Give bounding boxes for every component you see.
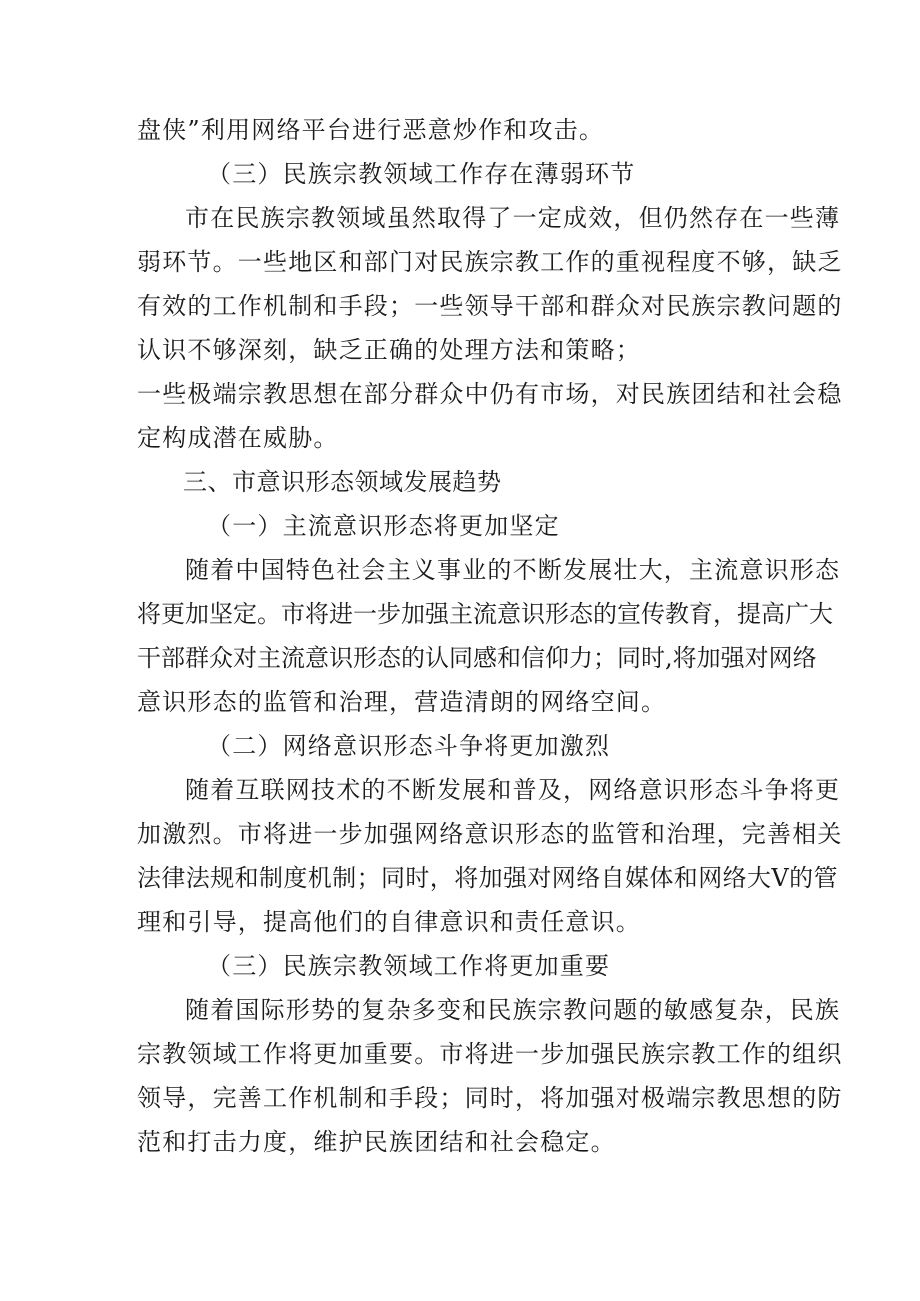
paragraph-line: 理和引导，提高他们的自律意识和责任意识。 <box>137 908 641 936</box>
paragraph-line: 一些极端宗教思想在部分群众中仍有市场，对民族团结和社会稳 <box>137 380 843 408</box>
paragraph-line: 法律法规和制度机制；同时，将加强对网络自媒体和网络大V的管 <box>137 864 838 892</box>
paragraph-line: 随着互联网技术的不断发展和普及，网络意识形态斗争将更 <box>185 776 841 804</box>
paragraph-line: 认识不够深刻，缺乏正确的处理方法和策略； <box>137 336 641 364</box>
subsection-heading: （三）民族宗教领域工作将更加重要 <box>207 952 611 980</box>
subsection-heading: （三）民族宗教领域工作存在薄弱环节 <box>207 160 636 188</box>
paragraph-line: 市在民族宗教领域虽然取得了一定成效，但仍然存在一些薄 <box>185 204 841 232</box>
paragraph-line: 加激烈。市将进一步加强网络意识形态的监管和治理，完善相关 <box>137 820 843 848</box>
subsection-heading: （一）主流意识形态将更加坚定 <box>207 512 560 540</box>
paragraph-line: 弱环节。一些地区和部门对民族宗教工作的重视程度不够，缺乏 <box>137 248 843 276</box>
paragraph-line: 将更加坚定。市将进一步加强主流意识形态的宣传教育，提高广大 <box>137 600 833 628</box>
paragraph-line: 随着国际形势的复杂多变和民族宗教问题的敏感复杂，民族 <box>185 996 841 1024</box>
section-heading: 三、市意识形态领域发展趋势 <box>183 468 502 496</box>
paragraph-line: 定构成潜在威胁。 <box>137 424 339 452</box>
document-page <box>137 108 843 1164</box>
subsection-heading: （二）网络意识形态斗争将更加激烈 <box>207 732 611 760</box>
paragraph-line: 宗教领域工作将更加重要。市将进一步加强民族宗教工作的组织 <box>137 1040 843 1068</box>
paragraph-line: 盘侠”利用网络平台进行恶意炒作和攻击。 <box>137 116 605 144</box>
paragraph-line: 干部群众对主流意识形态的认同感和信仰力；同时,将加强对网络 <box>137 644 817 672</box>
paragraph-line: 意识形态的监管和治理，营造清朗的网络空间。 <box>137 688 667 716</box>
paragraph-line: 有效的工作机制和手段；一些领导干部和群众对民族宗教问题的 <box>137 292 843 320</box>
paragraph-line: 范和打击力度，维护民族团结和社会稳定。 <box>137 1128 616 1156</box>
paragraph-line: 随着中国特色社会主义事业的不断发展壮大，主流意识形态 <box>185 556 841 584</box>
paragraph-line: 领导，完善工作机制和手段；同时，将加强对极端宗教思想的防 <box>137 1084 843 1112</box>
